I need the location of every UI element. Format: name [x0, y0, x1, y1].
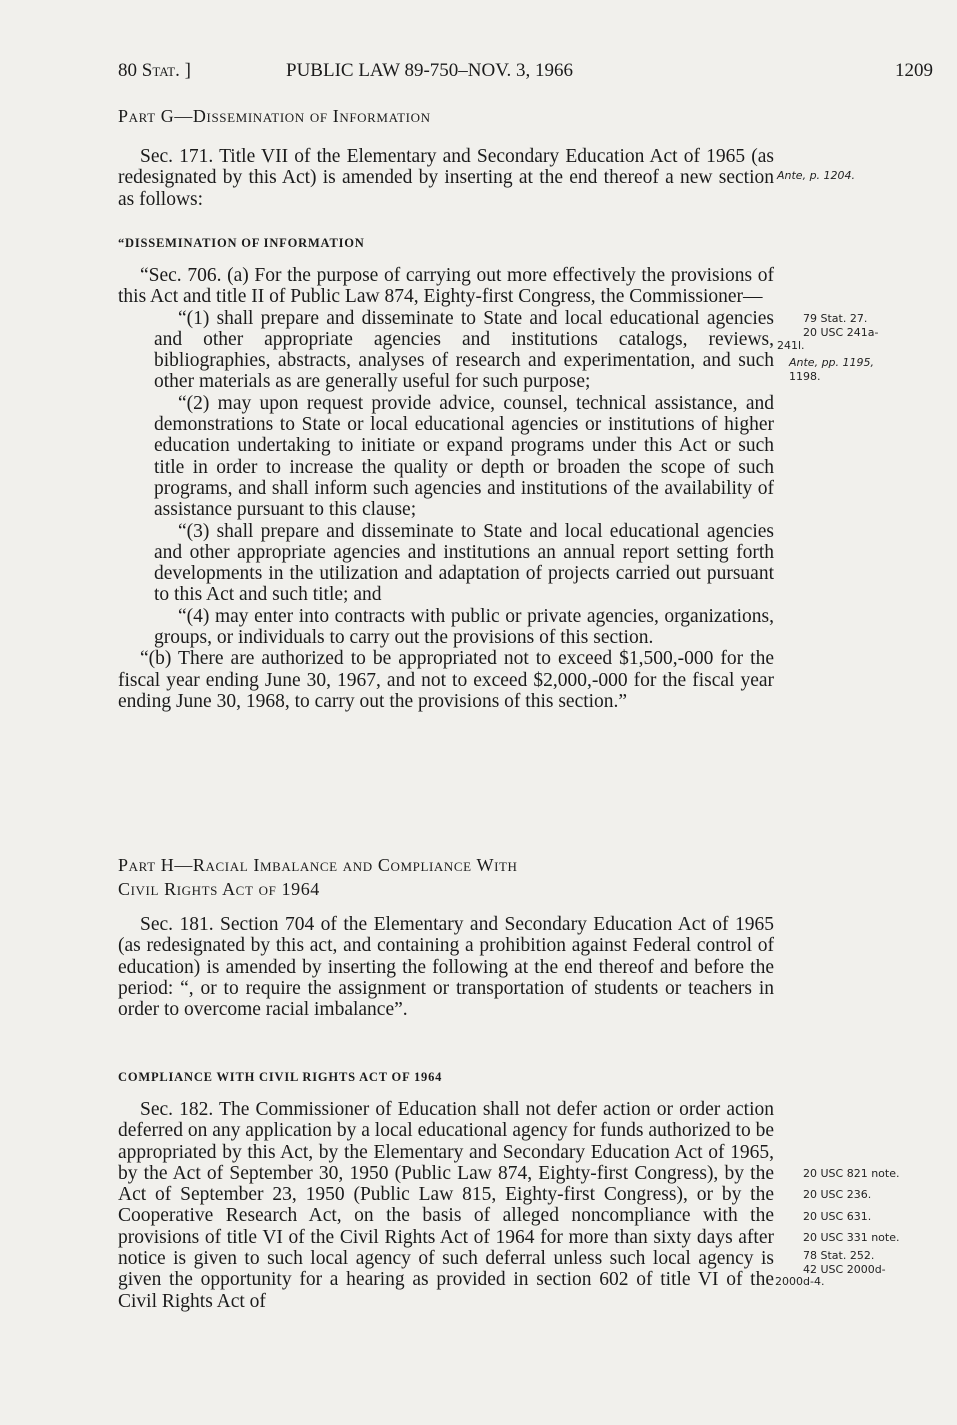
sec-706-item-3: “(3) shall prepare and disseminate to State and local educational agencies and other appropriate agencies and institutions an annual report setting forth developments in the utilization and adaptation of projects carried out pursuant to this Act and such title; and	[154, 520, 774, 606]
margin-78-stat-252: 78 Stat. 252.	[803, 1249, 875, 1262]
sec-182-block	[118, 1099, 774, 1312]
margin-note-group-2	[789, 356, 957, 383]
page-header	[118, 60, 933, 90]
part-h-heading-line-1: Part H—Racial Imbalance and Compliance With	[118, 855, 518, 875]
dissemination-subheading: “DISSEMINATION OF INFORMATION	[118, 236, 365, 250]
part-g-heading-block	[118, 106, 774, 127]
sec-706-a-text: “Sec. 706. (a) For the purpose of carrying out more effectively the provisions of this Act and title II of Public Law 874, Eighty-first Congress, the Commissioner—	[118, 265, 774, 308]
margin-20-usc-821: 20 USC 821 note.	[803, 1167, 900, 1180]
margin-20-usc-331: 20 USC 331 note.	[803, 1230, 900, 1244]
sec-706-item-1: “(1) shall prepare and disseminate to State and local educational agencies and other appropriate agencies and institutions catalogs, reviews, bibliographies, abstracts, analyses of research and experimentation, and such other materials as are generally useful for such purpose;	[154, 307, 774, 393]
margin-note-group-1	[803, 312, 957, 339]
dissemination-heading-block	[118, 233, 774, 254]
part-h-heading-line-2: Civil Rights Act of 1964	[118, 879, 320, 900]
part-h-heading-block	[118, 855, 774, 901]
sec-706-item-4: “(4) may enter into contracts with public or private agencies, organizations, groups, or individuals to carry out the provisions of this section.	[154, 605, 774, 649]
margin-20-usc-236: 20 USC 236.	[803, 1188, 872, 1202]
margin-79-stat-27: 79 Stat. 27.	[803, 312, 868, 325]
part-g-heading: Part G—Dissemination of Information	[118, 106, 431, 126]
margin-20-usc-631: 20 USC 631.	[803, 1209, 872, 1223]
margin-note-group-4	[803, 1249, 957, 1276]
margin-42-usc-2000d: 42 USC 2000d-	[803, 1262, 886, 1276]
margin-1198: 1198.	[789, 369, 821, 383]
sec-171-text: Sec. 171. Title VII of the Elementary and Secondary Education Act of 1965 (as redesignated by this Act) is amended by inserting at the end thereof a new section as follows:	[118, 146, 774, 210]
margin-241l: 241l.	[777, 339, 805, 352]
compliance-subheading: COMPLIANCE WITH CIVIL RIGHTS ACT OF 1964	[118, 1070, 443, 1084]
sec-181-text: Sec. 181. Section 704 of the Elementary and Secondary Education Act of 1965 (as redesignated by this act, and containing a prohibition against Federal control of education) is amended by inserting the following at the end thereof and before the period: “, or to require the assignment or transportation of students or teachers in order to overcome racial imbalance”.	[118, 914, 774, 1021]
margin-ante-1204: Ante, p. 1204.	[777, 169, 856, 182]
sec-181-block	[118, 914, 774, 1020]
sec-706-item-2: “(2) may upon request provide advice, counsel, technical assistance, and demonstrations to State or local educational agencies or institutions of higher education undertaking to initiate or expand programs under this Act or such title in order to increase the quality or depth or broaden the scope of such programs, and shall inform such agencies and institutions of the availability of assistance pursuant to this clause;	[154, 392, 774, 521]
statute-volume: 80 Stat. ]	[118, 60, 191, 81]
margin-note-group-5	[775, 1275, 945, 1289]
sec-171-block	[118, 146, 774, 210]
margin-note-group-3	[803, 1163, 957, 1248]
margin-note-ante-1204	[777, 169, 947, 183]
sec-706-b-text: “(b) There are authorized to be appropriated not to exceed $1,500,-000 for the fiscal year ending June 30, 1967, and not to exceed $2,000,-000 for the fiscal year ending June 30, 1968, to carry out the provisions of this section.”	[118, 648, 774, 712]
running-title: PUBLIC LAW 89-750–NOV. 3, 1966	[286, 60, 574, 81]
page-number: 1209	[895, 60, 933, 81]
sec-182-text: Sec. 182. The Commissioner of Education shall not defer action or order action deferred on any application by a local educational agency for funds authorized to be appropriated by this Act, by the Elementary and Secondary Education Act of 1965, by the Act of September 30, 1950 (Public Law 874, Eighty-first Congress), by the Act of September 23, 1950 (Public Law 815, Eighty-first Congress), or by the Cooperative Research Act, on the basis of alleged noncompliance with the provisions of title VI of the Civil Rights Act of 1964 for more than sixty days after notice is given to such local agency of such deferral unless such local agency is given the opportunity for a hearing as provided in section 602 of title VI of the Civil Rights Act of	[118, 1099, 774, 1312]
compliance-heading-block	[118, 1067, 774, 1088]
margin-20-usc-241a: 20 USC 241a-	[803, 325, 879, 339]
margin-ante-1195: Ante, pp. 1195,	[789, 356, 875, 369]
sec-706-block	[118, 265, 774, 712]
margin-note-group-1b	[777, 339, 947, 353]
margin-2000d-4: 2000d-4.	[775, 1275, 825, 1288]
